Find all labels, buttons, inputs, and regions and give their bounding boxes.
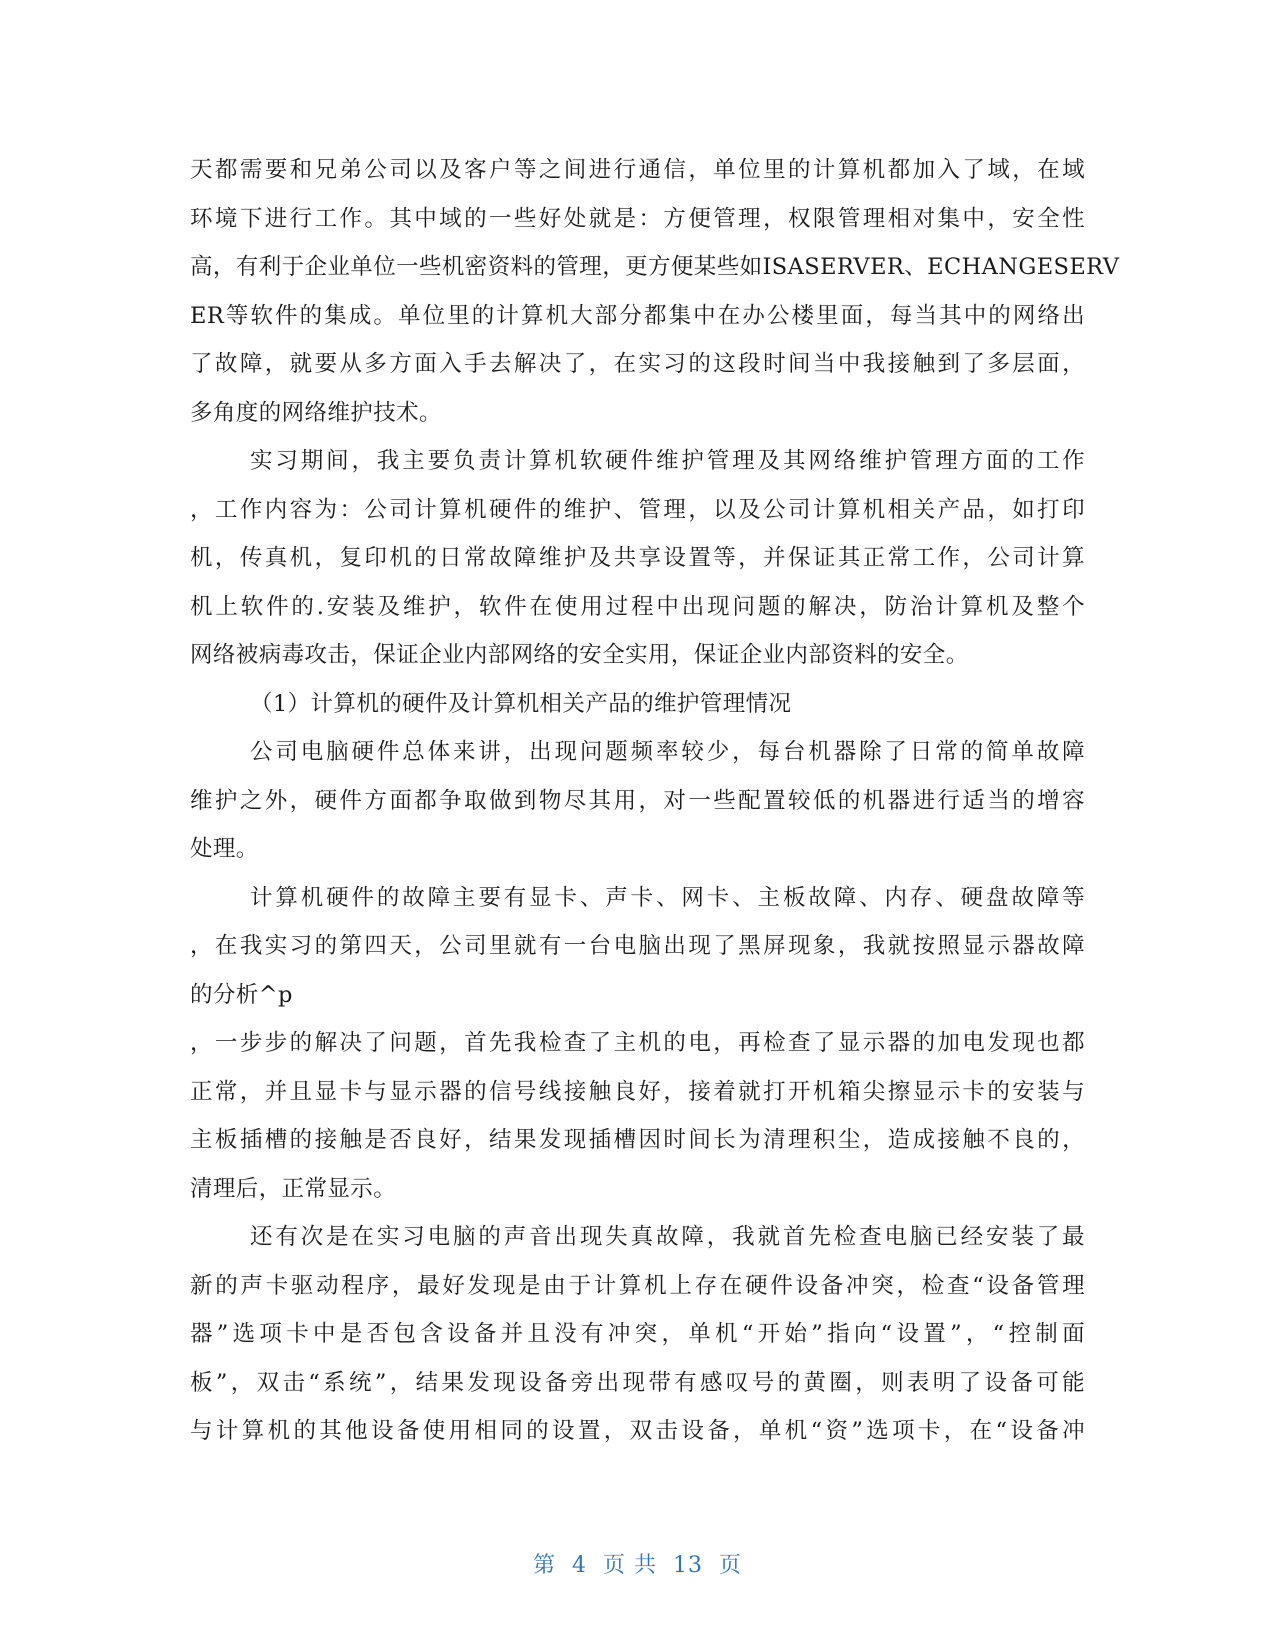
text-line: 天都需要和兄弟公司以及客户等之间进行通信，单位里的计算机都加入了域，在域 [190, 157, 1085, 183]
footer-prefix: 第 [532, 1553, 556, 1578]
text-line: 与计算机的其他设备使用相同的设置，双击设备，单机“资”选项卡，在“设备冲 [190, 1418, 1085, 1444]
paragraph-4 [190, 874, 1085, 1020]
text-line: 正常，并且显卡与显示器的信号线接触良好，接着就打开机箱尖擦显示卡的安装与 [190, 1078, 1085, 1105]
text-line: 多角度的网络维护技术。 [190, 399, 442, 426]
text-line: 了故障，就要从多方面入手去解决了，在实习的这段时间当中我接触到了多层面， [190, 351, 1085, 377]
footer-middle: 页 共 [603, 1553, 657, 1578]
paragraph-2 [190, 437, 1085, 680]
text-line: ER等软件的集成。单位里的计算机大部分都集中在办公楼里面，每当其中的网络出 [190, 302, 1085, 329]
footer-page-number: 4 [572, 1553, 587, 1578]
footer-total-pages: 13 [673, 1553, 703, 1578]
text-line: 实习期间，我主要负责计算机软硬件维护管理及其网络维护管理方面的工作 [250, 448, 1085, 474]
text-line: 板”，双击“系统”，结果发现设备旁出现带有感叹号的黄圈，则表明了设备可能 [190, 1369, 1085, 1396]
paragraph-5 [190, 1019, 1085, 1213]
text-line: 的分析^p [190, 981, 293, 1008]
text-line: 维护之外，硬件方面都争取做到物尽其用，对一些配置较低的机器进行适当的增容 [190, 787, 1085, 814]
document-body [190, 146, 1120, 1456]
paragraph-1 [190, 146, 1120, 437]
footer-suffix: 页 [719, 1553, 743, 1578]
section-heading-text: （1）计算机的硬件及计算机相关产品的维护管理情况 [250, 690, 792, 717]
text-line: ，在我实习的第四天，公司里就有一台电脑出现了黑屏现象，我就按照显示器故障 [190, 933, 1085, 959]
text-line: 还有次是在实习电脑的声音出现失真故障，我就首先检查电脑已经安装了最 [250, 1224, 1085, 1250]
text-line: 网络被病毒攻击，保证企业内部网络的安全实用，保证企业内部资料的安全。 [190, 642, 969, 668]
section-heading [190, 680, 1085, 729]
paragraph-3 [190, 728, 1085, 874]
text-line: 环境下进行工作。其中域的一些好处就是：方便管理，权限管理相对集中，安全性 [190, 205, 1085, 232]
text-line: 计算机硬件的故障主要有显卡、声卡、网卡、主板故障、内存、硬盘故障等 [250, 884, 1085, 911]
text-line: ，工作内容为：公司计算机硬件的维护、管理，以及公司计算机相关产品，如打印 [190, 496, 1085, 523]
text-line: 高，有利于企业单位一些机密资料的管理，更方便某些如ISASERVER、ECHANGESERV [190, 254, 1120, 280]
paragraph-6 [190, 1213, 1085, 1456]
text-line: ，一步步的解决了问题，首先我检查了主机的电，再检查了显示器的加电发现也都 [190, 1030, 1085, 1056]
text-line: 处理。 [190, 836, 259, 862]
text-line: 公司电脑硬件总体来讲，出现问题频率较少，每台机器除了日常的简单故障 [250, 739, 1085, 765]
text-line: 新的声卡驱动程序，最好发现是由于计算机上存在硬件设备冲突，检查“设备管理 [190, 1272, 1085, 1299]
text-line: 清理后，正常显示。 [190, 1175, 397, 1202]
text-line: 主板插槽的接触是否良好，结果发现插槽因时间长为清理积尘，造成接触不良的， [190, 1127, 1085, 1153]
text-line: 机，传真机，复印机的日常故障维护及共享设置等，并保证其正常工作，公司计算 [190, 545, 1085, 571]
page-footer [0, 1548, 1275, 1579]
text-line: 器”选项卡中是否包含设备并且没有冲突，单机“开始”指向“设置”，“控制面 [190, 1321, 1085, 1347]
text-line: 机上软件的.安装及维护，软件在使用过程中出现问题的解决，防治计算机及整个 [190, 593, 1085, 620]
